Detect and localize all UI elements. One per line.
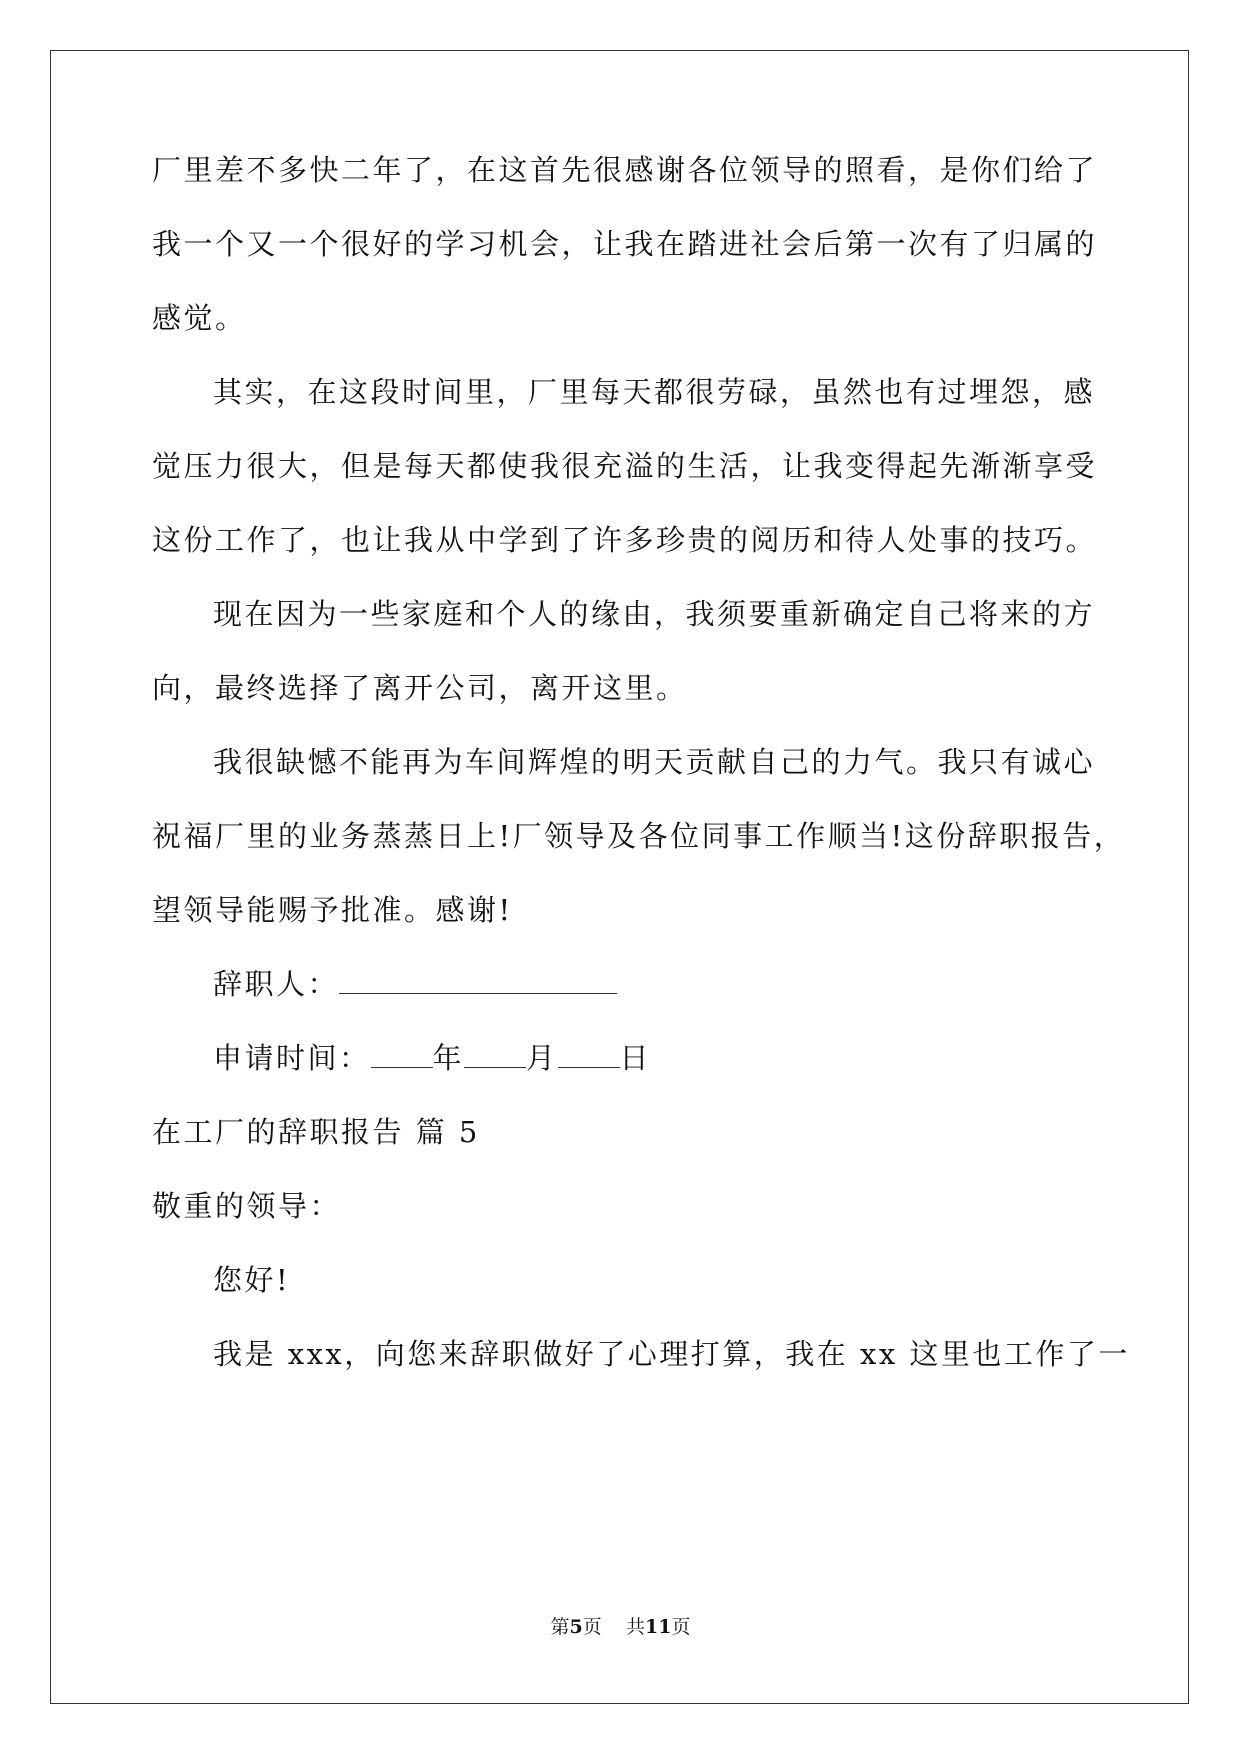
footer-total-suffix: 页 [671,1616,691,1638]
body-line: 祝福厂里的业务蒸蒸日上!厂领导及各位同事工作顺当!这份辞职报告， [152,819,1126,853]
body-line: 望领导能赐予批准。感谢! [152,893,513,927]
footer-total-prefix: 共 [625,1616,645,1638]
date-label: 申请时间： [213,1041,371,1075]
footer-page-suffix: 页 [582,1616,602,1638]
footer-prefix: 第 [550,1616,570,1638]
body-line: 这份工作了，也让我从中学到了许多珍贵的阅历和待人处事的技巧。 [152,523,1098,557]
signer-blank [339,967,617,994]
body-line: 我是 xxx，向您来辞职做好了心理打算，我在 xx 这里也工作了一 [213,1337,1130,1371]
section-title: 在工厂的辞职报告 篇 5 [152,1115,480,1149]
body-line: 其实，在这段时间里，厂里每天都很劳碌，虽然也有过埋怨，感 [213,375,1096,409]
day-blank [558,1041,620,1068]
month-label: 月 [526,1041,558,1075]
salutation: 敬重的领导： [152,1189,342,1223]
day-label: 日 [619,1041,652,1075]
signer-label: 辞职人： [213,967,340,1001]
body-line: 我很缺憾不能再为车间辉煌的明天贡献自己的力气。我只有诚心 [213,745,1096,779]
year-label: 年 [432,1041,465,1075]
body-line: 厂里差不多快二年了，在这首先很感谢各位领导的照看，是你们给了 [152,153,1098,187]
month-blank [464,1041,526,1068]
year-blank [371,1041,433,1068]
date-line [213,1038,651,1078]
body-line: 现在因为一些家庭和个人的缘由，我须要重新确定自己将来的方 [213,597,1096,631]
body-line: 向，最终选择了离开公司，离开这里。 [152,671,688,705]
footer-total-pages: 11 [644,1616,672,1638]
body-line: 感觉。 [152,301,247,335]
body-line: 觉压力很大，但是每天都使我很充溢的生活，让我变得起先渐渐享受 [152,449,1098,483]
footer-page-number: 5 [569,1616,583,1638]
signer-line [213,964,617,1004]
page-footer [0,1612,1241,1639]
body-line: 我一个又一个很好的学习机会，让我在踏进社会后第一次有了归属的 [152,227,1098,261]
greeting: 您好! [213,1263,291,1297]
